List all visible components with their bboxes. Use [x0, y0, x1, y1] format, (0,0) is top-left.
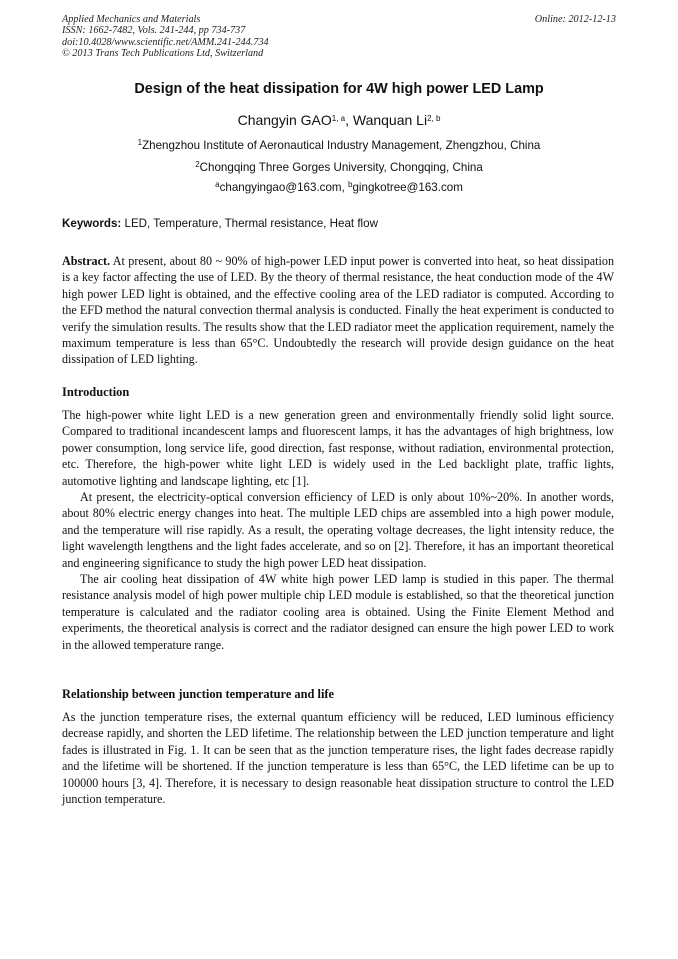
- affiliation-1: [40, 139, 638, 152]
- author-2-sup: 2, b: [427, 114, 441, 123]
- online-date: Online: 2012-12-13: [534, 14, 616, 25]
- email-b: gingkotree@163.com: [352, 181, 463, 194]
- keywords-text: LED, Temperature, Thermal resistance, Heat flow: [121, 217, 378, 230]
- journal-issn: ISSN: 1662-7482, Vols. 241-244, pp 734-737: [62, 25, 246, 37]
- author-1-sup: 1, a: [331, 114, 346, 123]
- paper-title: Design of the heat dissipation for 4W high power LED Lamp: [134, 81, 544, 97]
- email-b-sup: b: [348, 180, 353, 189]
- author-1-name: Changyin GAO: [237, 112, 332, 128]
- affiliation-1-sup: 1: [137, 138, 143, 147]
- affiliation-2: [40, 161, 638, 174]
- abstract-text: At present, about 80 ~ 90% of high-power LED input power is converted into heat, so heat dissipation is a key factor affecting the use of LED. By the theory of thermal resistance, the heat conduction mode of the 4W high power LED light is obtained, and the effective cooling area of the LED radiator is computed. According to the EFD method the natural convection thermal analysis is conducted. Finally the heat experiment is conducted to verify the simulation results. The results show that the LED radiator meet the application requirement, namely the maximum temperature is less than 65°C. Undoubtedly the research will provide design guidance on the heat dissipation of LED lighting.: [62, 254, 614, 367]
- journal-copyright: © 2013 Trans Tech Publications Ltd, Switzerland: [62, 48, 264, 60]
- author-emails: [40, 181, 638, 194]
- author-2-name: Wanquan Li: [352, 112, 428, 128]
- relationship-body: [62, 709, 614, 807]
- affiliation-1-text: Zhengzhou Institute of Aeronautical Industry Management, Zhengzhou, China: [142, 139, 541, 152]
- keywords-label: Keywords:: [62, 217, 122, 230]
- affiliation-2-sup: 2: [195, 160, 200, 169]
- journal-doi: doi:10.4028/www.scientific.net/AMM.241-244.734: [62, 36, 269, 48]
- keywords: [62, 217, 618, 230]
- introduction-body: [62, 407, 614, 653]
- affiliation-2-text: Chongqing Three Gorges University, Chongqing, China: [199, 161, 483, 174]
- introduction-paragraph-2: At present, the electricity-optical conversion efficiency of LED is only about 10%~20%. In another words, about 80% electric energy changes into heat. The multiple LED chips are assembled into a high power module, and the temperature will rise rapidly. As a result, the operating voltage decreases, the light intensity reduce, the light wavelength lengthens and the light fades accelerate, and so on [2]. Therefore, it has an important theoretical and engineering significance to study the high power LED heat dissipation.: [62, 490, 614, 570]
- abstract: [62, 253, 614, 368]
- journal-header: [62, 14, 616, 60]
- email-a-sup: a: [215, 180, 220, 189]
- author-line: Changyin GAO$^{1, a}$, Wanquan Li$^{2, b}$: [237, 112, 441, 128]
- journal-name: Applied Mechanics and Materials: [62, 14, 201, 25]
- abstract-label: Abstract.: [62, 254, 111, 268]
- introduction-paragraph-1: The high-power white light LED is a new generation green and environmentally friendly solid light source. Compared to traditional incandescent lamps and fluorescent lamps, it has the advantages of high brightness, low power consumption, long service life, good direction, fast response, without radiation, environmental protection, etc. Therefore, the high-power white light LED is widely used in the Led backlight plate, traffic lights, automotive lighting and landscape lighting, etc [1].: [62, 408, 614, 488]
- relationship-paragraph-1: As the junction temperature rises, the external quantum efficiency will be reduced, LED luminous efficiency decrease rapidly, and shorten the LED lifetime. The relationship between the LED junction temperature and light fades is illustrated in Fig. 1. It can be seen that as the junction temperature rises, the light fades decrease rapidly and the lifetime will be shortened. If the junction temperature is less than 65°C, the LED lifetime can be up to 100000 hours [3, 4]. Therefore, it is necessary to design reasonable heat dissipation structure to control the LED junction temperature.: [62, 710, 614, 807]
- introduction-paragraph-3: The air cooling heat dissipation of 4W white high power LED lamp is studied in this paper. The thermal resistance analysis model of high power multiple chip LED module is established, so that the theoretical junction temperature is calculated and the radiator cooling area is obtained. Using the Finite Element Method and experiments, the theoretical analysis is correct and the radiator designed can ensure the high power LED to work in the allowed temperature range.: [62, 572, 614, 652]
- email-a: changyingao@163.com,: [219, 181, 349, 194]
- relationship-heading: Relationship between junction temperature and life: [62, 687, 335, 701]
- introduction-heading: Introduction: [62, 385, 130, 399]
